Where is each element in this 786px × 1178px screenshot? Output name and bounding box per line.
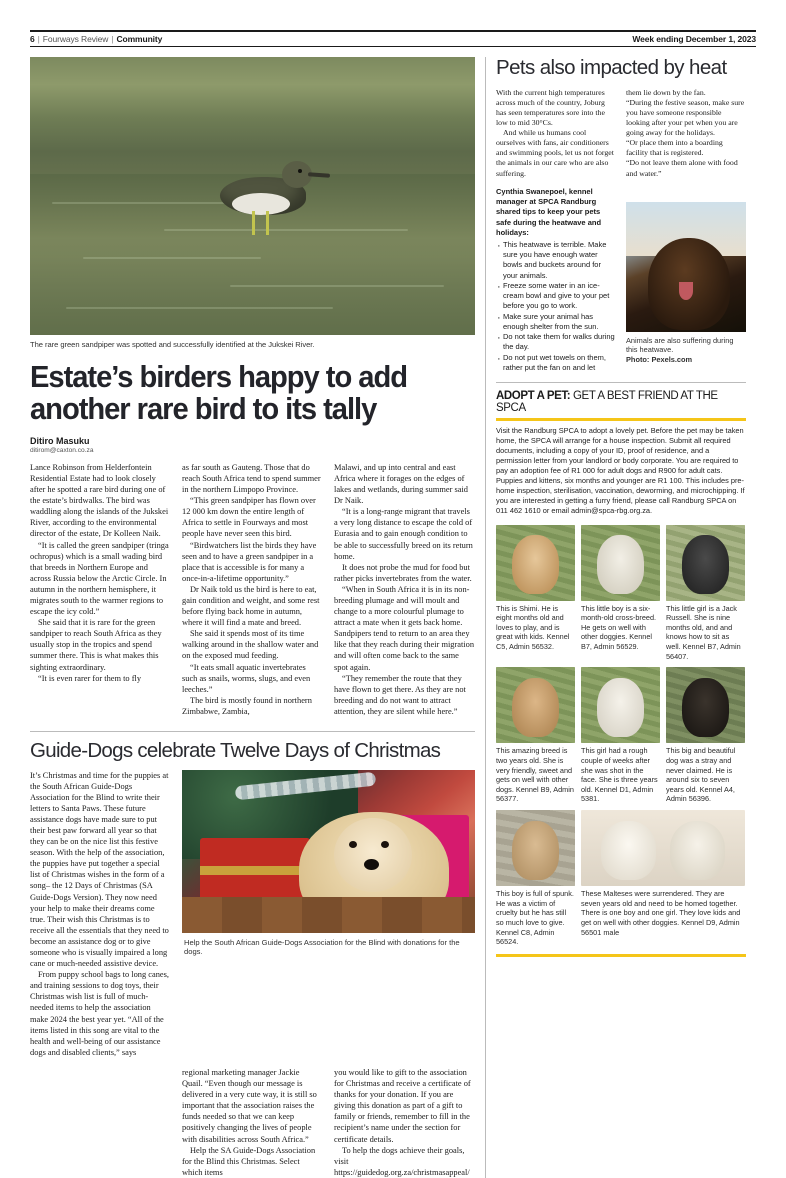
pet-card[interactable] [496, 810, 575, 947]
pet-photo [666, 525, 745, 601]
pet-caption: This is Shimi. He is eight months old and loves to play, and is great with kids. Kennel C5, Admin 56532. [496, 603, 570, 652]
newspaper-page [0, 30, 786, 1177]
adoptable-pets-grid [496, 525, 746, 947]
pet-caption: This little boy is a six-month-old cross-breed. He gets on well with other doggies. Kennel B7, Admin 56529. [581, 603, 657, 652]
pet-card[interactable] [496, 667, 575, 804]
right-column [496, 57, 746, 1178]
pets-headline: Pets also impacted by heat [496, 56, 727, 79]
masthead [30, 30, 756, 47]
paragraph: With the current high temperatures across much of the country, Joburg has seen temperatures sore into the low to mid 30°Cs. [496, 87, 605, 127]
lead-photo-caption: The rare green sandpiper was spotted and successfully identified at the Jukskei River. [30, 340, 315, 349]
heatwave-photo-caption: Animals are also suffering during this heatwave. [626, 335, 734, 355]
pet-card[interactable] [496, 525, 575, 662]
puppy-christmas-photo [182, 770, 475, 933]
paragraph: She said it spends most of its time walking around in the shallow water and on the exposed mud feeding. [182, 629, 319, 661]
bottom-accent-rule [496, 954, 746, 957]
heatwave-dog-photo [626, 202, 746, 332]
pet-photo [496, 525, 575, 601]
adopt-a-pet-body: Visit the Randburg SPCA to adopt a lovely pet. Before the pet may be taken home, the SPCA will arrange for a house inspection. Submit all required documents, including a copy of your ID, proof of residence, and a permission letter from your landlord or body corporate. You are required to pay an adoption fee of R1 000 for adult dogs and R900 for adult cats. Puppies and kittens, six months and younger are R1 100. This includes pre-home inspection, sterilisation, vaccination, deworming, and microchipping. If you are interested in getting a furry friend, please call Randburg SPCA on 011 462 1610 or email admin@spca-rbg.org.za. [496, 425, 745, 516]
paragraph: as far south as Gauteng. Those that do reach South Africa tend to spend summer in the northern Limpopo Province. [182, 462, 321, 495]
paragraph: Help the SA Guide-Dogs Association for the Blind this Christmas. Select which items [182, 1145, 316, 1177]
pet-caption: This amazing breed is two years old. She is very friendly, sweet and gets on well with other dogs. Kennel B9, Admin 56377. [496, 746, 574, 804]
list-item: · This heatwave is terrible. Make sure you have enough water bowls and buckets around for your animals. [496, 240, 616, 280]
guide-dogs-column-3 [334, 1067, 474, 1178]
pet-card[interactable] [581, 667, 660, 804]
pet-photo [666, 667, 745, 743]
paragraph: “When in South Africa it is in its non-breeding plumage and will moult and change to a more colourful plumage to attract a mate when it gets back home. Sandpipers tend to return to an area they like that they reach during their migration and will often come back to the same spot again. [334, 584, 475, 672]
masthead-separator-2: | [111, 34, 114, 44]
byline-email[interactable]: ditirom@caxton.co.za [30, 446, 94, 454]
pet-caption: This big and beautiful dog was a stray and never claimed. He is around six to seven years old. Kennel A4, Admin 56396. [666, 746, 736, 804]
spca-tips-list [496, 240, 616, 373]
page-number: 6 [30, 34, 35, 44]
adopt-label: ADOPT A PET: [496, 390, 571, 403]
guide-dogs-column-2 [182, 1067, 322, 1178]
pet-photo [496, 667, 575, 743]
heatwave-photo-credit: Photo: Pexels.com [626, 354, 693, 364]
lead-column-1 [30, 462, 170, 717]
paragraph: And while us humans cool ourselves with fans, air conditioners and swimming pools, let us not forget the animals in our care who are also suffering. [496, 128, 614, 178]
guide-dogs-article [30, 731, 475, 1178]
column-divider [485, 57, 486, 1178]
pet-photo [581, 525, 660, 601]
pets-columns [496, 88, 746, 374]
pet-caption: This girl had a rough couple of weeks after she was shot in the face. She is three years old. Kennel D1, Admin 5381. [581, 746, 658, 804]
page-title: Estate’s birders happy to add another rare bird to its tally [30, 359, 407, 426]
pet-caption: This boy is full of spunk. He was a victim of cruelty but he has still so much love to give. Kennel C8, Admin 56524. [496, 889, 574, 947]
masthead-separator-1: | [37, 34, 40, 44]
publication-name: Fourways Review [42, 34, 109, 44]
pet-caption: These Malteses were surrendered. They are seven years old and need to be homed together. There is one boy and one girl. They love kids and get on well with other doggies. Kennel D9, Admin 56501 male [581, 889, 741, 937]
paragraph: It’s Christmas and time for the puppies at the South African Guide-Dogs Association for the Blind to write their letters to Santa Paws. These future assistance dogs have made sure to put their best paw forward all year so that they can be on the nice list this festive season. With the help of the association, the puppies have put together a special list of Christmas wishes in the form of a song– the 12 Days of Christmas (SA Guide-Dogs Version). They now need your help to make their dreams come true. Their wish this Christmas is to receive all the essentials that they need to become an assistance dog or to give someone who is visually impaired a long cane or much-needed assistive device. [30, 770, 169, 969]
list-item: · Do not put wet towels on them, rather put the fan on and let [496, 353, 616, 373]
page-body [30, 57, 756, 1178]
adopt-a-pet-section [496, 382, 746, 956]
paragraph: “They remember the route that they have flown to get there. As they are not breeding and do not want to attract attention, they are silent while here.” [334, 673, 466, 716]
issue-date: Week ending December 1, 2023 [632, 34, 756, 44]
sandpiper-photo [30, 57, 475, 335]
byline-author: Ditiro Masuku [30, 435, 90, 446]
paragraph: them lie down by the fan. [626, 87, 706, 97]
paragraph: regional marketing manager Jackie Quail. “Even though our message is delivered in a very cute way, it is still so important that the association raises the funds needed so that we can keep positively changing the lives of people with disabilities across South Africa.” [182, 1067, 317, 1144]
paragraph: “It eats small aquatic invertebrates such as snails, worms, slugs, and even leeches.” [182, 662, 311, 694]
paragraph: She said that it is rare for the green sandpiper to reach South Africa as they usually stop in the tropics and spend summer there. This is what makes this sighting extraordinary. [30, 618, 162, 672]
pet-photo [581, 810, 745, 886]
adopt-subtitle: GET A BEST FRIEND AT THE SPCA [496, 390, 718, 415]
list-item: · Freeze some water in an ice-cream bowl and give to your pet before you go to work. [496, 281, 616, 311]
paragraph: “Birdwatchers list the birds they have seen and to have a green sandpiper in a place that is accessible is for many a once-in-a-lifetime opportunity.” [182, 540, 317, 583]
lead-story-columns [30, 462, 475, 717]
paragraph: “It is called the green sandpiper (tringa ochropus) which is a small wading bird that breeds in Northern Europe and across Russia below the Arctic Circle. In autumn in the northern hemisphere, it migrates south to the warmer regions to escape the icy cold.” [30, 540, 169, 617]
byline [30, 436, 475, 454]
guide-dogs-spacer [30, 1067, 170, 1178]
list-item: · Make sure your animal has enough shelter from the sun. [496, 312, 616, 332]
paragraph: “During the festive season, make sure you have someone responsible looking after your pet when you are going away for the holidays. [626, 97, 745, 138]
paragraph: Lance Robinson from Helderfontein Residential Estate had to look closely after he spotted a rare bird during one of the estate’s birdwalks. The bird was waddling along the islands of the Jukskei River, according to the environmental director of the estate, Dr Kolleen Naik. [30, 462, 169, 539]
paragraph: The bird is mostly found in northern Zimbabwe, Zambia, [182, 695, 312, 716]
guide-dogs-top [30, 770, 475, 1058]
section-name: Community [116, 34, 163, 44]
pet-card[interactable] [581, 525, 660, 662]
paragraph: From puppy school bags to long canes, and training sessions to dog toys, their Christmas wish list is full of much-needed items to help the association make 2024 the best year yet. “All of the items listed in this song are vital to the health and well-being of our assistance dogs and disabled clients,” says [30, 970, 169, 1057]
pets-column-2 [626, 88, 746, 374]
masthead-left [30, 34, 162, 44]
paragraph: To help the dogs achieve their goals, visit https://guidedog.org.za/christmasappeal/ [334, 1145, 470, 1177]
guide-dogs-photo-caption: Help the South African Guide-Dogs Association for the Blind with donations for the dogs. [184, 937, 460, 957]
pet-photo [496, 810, 575, 886]
pet-card[interactable] [666, 525, 745, 662]
guide-dogs-column-1 [30, 770, 170, 1058]
guide-dogs-headline: Guide-Dogs celebrate Twelve Days of Christmas [30, 739, 441, 762]
paragraph: “This green sandpiper has flown over 12 000 km down the entire length of Africa to settle in Fourways and most people have never seen this bird. [182, 496, 316, 539]
guide-dogs-bottom [30, 1067, 475, 1178]
paragraph: It does not probe the mud for food but rather picks invertebrates from the water. [334, 562, 472, 583]
pet-card[interactable] [581, 810, 745, 947]
sandpiper-bird [208, 157, 328, 243]
paragraph: “Do not leave them alone with food and water.” [626, 158, 738, 178]
paragraph: “It is a long-range migrant that travels a very long distance to escape the cold of Eurasia and to gain enough condition to be able to successfully breed on its return home. [334, 507, 473, 561]
paragraph: you would like to gift to the association for Christmas and receive a certificate of thanks for your donation. If you are giving this donation as part of a gift to family or friends, remember to fill in the recipient’s name under the section for certificate details. [334, 1067, 471, 1144]
adopt-accent-rule [496, 418, 746, 421]
adopt-a-pet-title [496, 390, 746, 414]
pet-photo [581, 667, 660, 743]
spca-tips-intro: Cynthia Swanepoel, kennel manager at SPCA Randburg shared tips to keep your pets safe during the heatwave and holidays: [496, 186, 602, 238]
pet-caption: This little girl is a Jack Russell. She is nine months old, and and knows how to sit as well. Kennel B7, Admin 56407. [666, 603, 741, 661]
paragraph: Dr Naik told us the bird is here to eat, gain condition and weight, and some rest before flying back home in autumn, where it will find a mate and breed. [182, 584, 320, 628]
pets-column-1 [496, 88, 616, 374]
lead-column-2 [182, 462, 322, 717]
pet-card[interactable] [666, 667, 745, 804]
paragraph: “Or place them into a boarding facility that is registered. [626, 138, 723, 158]
paragraph: “It is even rarer for them to fly [38, 673, 142, 683]
list-item: · Do not take them for walks during the day. [496, 332, 616, 352]
lead-column-3 [334, 462, 474, 717]
guide-dogs-photo-block [182, 770, 475, 1058]
paragraph: Malawi, and up into central and east Africa where it forages on the edges of lakes and wetlands, during summer said Dr Naik. [334, 462, 468, 506]
left-column [30, 57, 475, 1178]
